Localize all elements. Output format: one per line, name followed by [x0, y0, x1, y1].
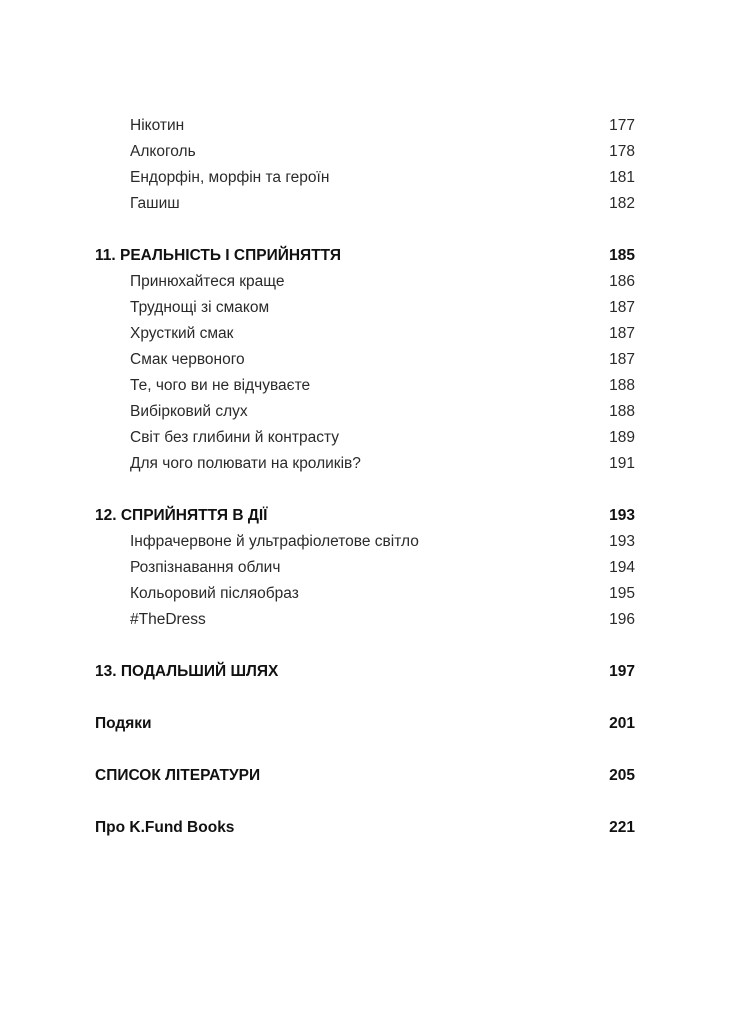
toc-spacer — [0, 789, 750, 815]
toc-entry-page-number: 178 — [609, 143, 635, 160]
toc-section-entry — [0, 581, 750, 607]
table-of-contents — [0, 113, 750, 841]
toc-entry-title: Світ без глибини й контрасту — [130, 429, 339, 446]
toc-chapter-entry — [0, 815, 750, 841]
toc-entry-page-number: 197 — [609, 663, 635, 680]
toc-entry-title: Те, чого ви не відчуваєте — [130, 377, 311, 394]
toc-entry-page-number: 182 — [609, 195, 635, 212]
toc-spacer — [0, 217, 750, 243]
toc-entry-title: Труднощі зі смаком — [130, 299, 270, 316]
toc-entry-page-number: 196 — [609, 611, 635, 628]
toc-entry-title: Вибірковий слух — [130, 403, 248, 420]
toc-entry-page-number: 189 — [609, 429, 635, 446]
toc-section-entry — [0, 113, 750, 139]
toc-entry-title: Подяки — [95, 715, 152, 732]
toc-entry-page-number: 186 — [609, 273, 635, 290]
toc-entry-page-number: 185 — [609, 247, 635, 264]
toc-chapter-entry — [0, 763, 750, 789]
toc-entry-title: СПИСОК ЛІТЕРАТУРИ — [95, 767, 261, 784]
toc-entry-title: Розпізнавання облич — [130, 559, 281, 576]
toc-spacer — [0, 477, 750, 503]
toc-entry-title: Смак червоного — [130, 351, 245, 368]
toc-chapter-entry — [0, 659, 750, 685]
toc-section-entry — [0, 191, 750, 217]
toc-entry-title: Ендорфін, морфін та героїн — [130, 169, 330, 186]
toc-section-entry — [0, 295, 750, 321]
toc-section-entry — [0, 555, 750, 581]
toc-entry-page-number: 177 — [609, 117, 635, 134]
toc-section-entry — [0, 399, 750, 425]
toc-section-entry — [0, 607, 750, 633]
toc-section-entry — [0, 269, 750, 295]
toc-section-entry — [0, 373, 750, 399]
toc-section-entry — [0, 425, 750, 451]
toc-entry-page-number: 188 — [609, 377, 635, 394]
toc-entry-title: Кольоровий післяобраз — [130, 585, 299, 602]
toc-section-entry — [0, 139, 750, 165]
toc-entry-title: Для чого полювати на кроликів? — [130, 455, 361, 472]
toc-chapter-entry — [0, 503, 750, 529]
toc-entry-page-number: 191 — [609, 455, 635, 472]
toc-entry-title: 11. РЕАЛЬНІСТЬ І СПРИЙНЯТТЯ — [95, 247, 342, 264]
toc-entry-title: Інфрачервоне й ультрафіолетове світло — [130, 533, 419, 550]
toc-entry-title: 12. СПРИЙНЯТТЯ В ДІЇ — [95, 507, 268, 524]
toc-entry-page-number: 187 — [609, 299, 635, 316]
toc-entry-title: Принюхайтеся краще — [130, 273, 285, 290]
toc-entry-page-number: 221 — [609, 819, 635, 836]
toc-section-entry — [0, 529, 750, 555]
toc-spacer — [0, 633, 750, 659]
toc-entry-page-number: 187 — [609, 325, 635, 342]
toc-section-entry — [0, 347, 750, 373]
toc-entry-page-number: 181 — [609, 169, 635, 186]
toc-entry-title: Хрусткий смак — [130, 325, 234, 342]
toc-entry-page-number: 193 — [609, 533, 635, 550]
toc-chapter-entry — [0, 711, 750, 737]
toc-entry-title: #TheDress — [130, 611, 206, 628]
toc-spacer — [0, 685, 750, 711]
toc-entry-page-number: 205 — [609, 767, 635, 784]
toc-entry-page-number: 193 — [609, 507, 635, 524]
toc-spacer — [0, 737, 750, 763]
toc-entry-title: Гашиш — [130, 195, 180, 212]
toc-entry-title: Нікотин — [130, 117, 185, 134]
toc-section-entry — [0, 165, 750, 191]
toc-chapter-entry — [0, 243, 750, 269]
toc-entry-page-number: 194 — [609, 559, 635, 576]
toc-entry-title: 13. ПОДАЛЬШИЙ ШЛЯХ — [95, 663, 279, 680]
toc-entry-page-number: 201 — [609, 715, 635, 732]
toc-section-entry — [0, 321, 750, 347]
toc-entry-page-number: 188 — [609, 403, 635, 420]
toc-entry-page-number: 187 — [609, 351, 635, 368]
toc-entry-title: Про K.Fund Books — [95, 819, 235, 836]
toc-entry-page-number: 195 — [609, 585, 635, 602]
toc-section-entry — [0, 451, 750, 477]
toc-entry-title: Алкоголь — [130, 143, 196, 160]
